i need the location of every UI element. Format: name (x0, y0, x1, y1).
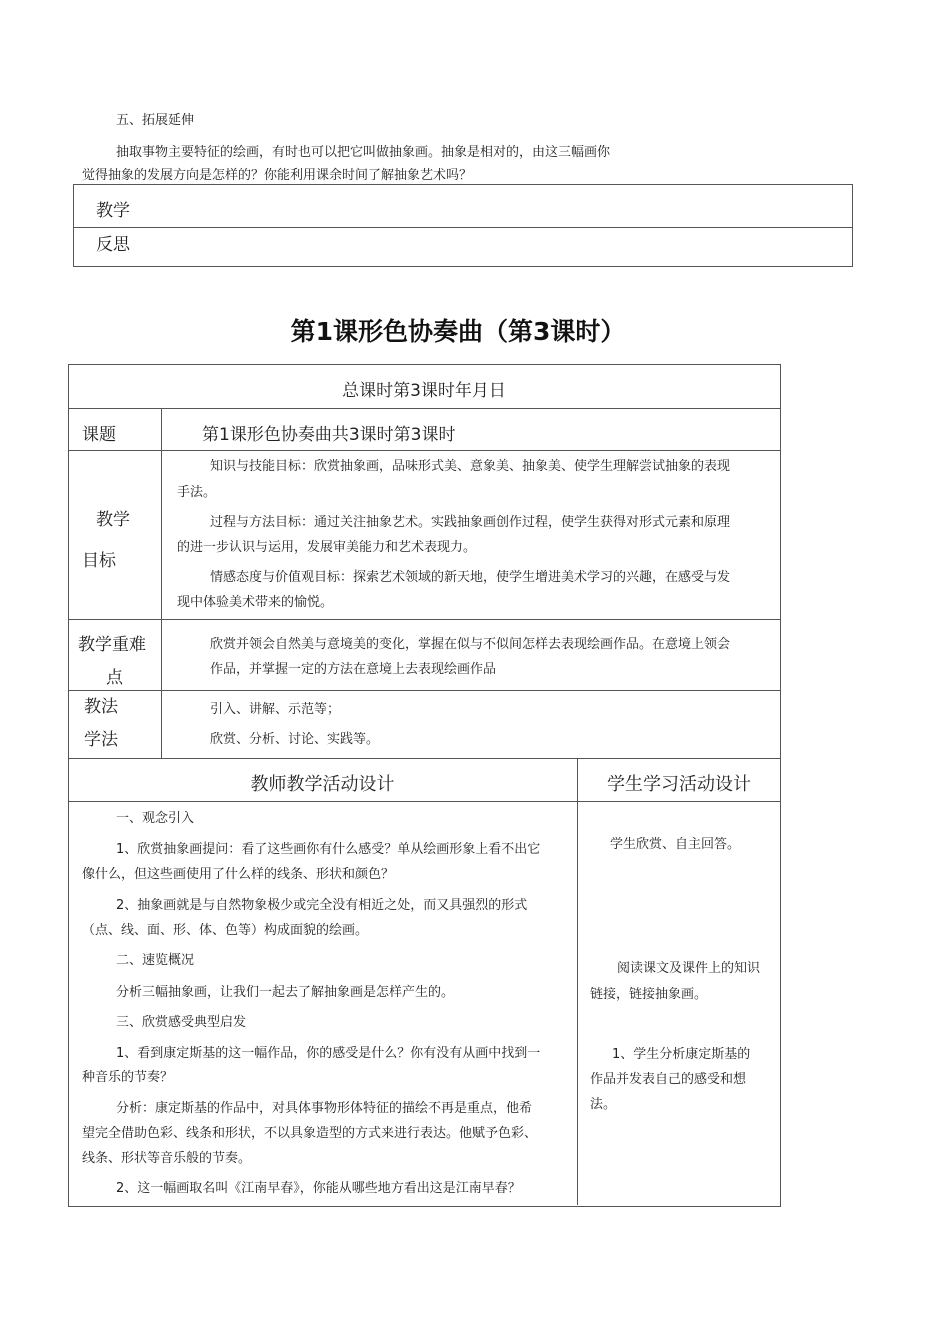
teacher-item: 分析三幅抽象画，让我们一起去了解抽象画是怎样产生的。 (116, 985, 455, 1000)
key-label-1: 教学重难 (78, 635, 146, 655)
method-label-1: 教法 (84, 697, 118, 717)
student-activity-header: 学生学习活动设计 (607, 774, 751, 795)
teacher-item: 望完全借助色彩、线条和形状，不以具象造型的方式来进行表达。他赋予色彩、 (82, 1126, 538, 1141)
reflection-divider (74, 227, 852, 228)
goal-knowledge-line2: 手法。 (177, 485, 217, 500)
goal-label-2: 目标 (82, 551, 116, 571)
student-item: 法。 (590, 1097, 617, 1112)
teacher-item: 二、速览概况 (116, 953, 195, 968)
extension-paragraph-line2: 觉得抽象的发展方向是怎样的？你能利用课余时间了解抽象艺术吗？ (82, 168, 473, 183)
key-label-2: 点 (106, 668, 123, 688)
teacher-item: 2、抽象画就是与自然物象极少或完全没有相近之处，而又具强烈的形式 (116, 898, 528, 913)
method-text-line2: 欣赏、分析、讨论、实践等。 (210, 732, 380, 747)
goal-emotion-line1: 情感态度与价值观目标：探索艺术领域的新天地，使学生增进美术学习的兴趣，在感受与发 (210, 570, 731, 585)
teacher-item: 线条、形状等音乐般的节奏。 (82, 1151, 252, 1166)
reflection-box (73, 184, 853, 267)
page-title: 第1课形色协奏曲（第3课时） (290, 317, 626, 346)
student-item: 阅读课文及课件上的知识 (617, 961, 761, 976)
reflection-label-1: 教学 (96, 201, 130, 221)
goal-process-line1: 过程与方法目标：通过关注抽象艺术。实践抽象画创作过程，使学生获得对形式元素和原理 (210, 515, 731, 530)
teacher-item: 像什么，但这些画使用了什么样的线条、形状和颜色？ (82, 867, 395, 882)
goal-emotion-line2: 现中体验美术带来的愉悦。 (177, 595, 334, 610)
method-label-2: 学法 (84, 730, 118, 750)
extension-paragraph-line1: 抽取事物主要特征的绘画，有时也可以把它叫做抽象画。抽象是相对的，由这三幅画你 (116, 145, 611, 160)
student-item: 链接，链接抽象画。 (590, 987, 708, 1002)
topic-label: 课题 (82, 425, 116, 445)
student-item: 1、学生分析康定斯基的 (612, 1047, 751, 1062)
teacher-item: 1、看到康定斯基的这一幅作品，你的感受是什么？你有没有从画中找到一 (116, 1046, 541, 1061)
goal-knowledge-line1: 知识与技能目标：欣赏抽象画，品味形式美、意象美、抽象美、使学生理解尝试抽象的表现 (210, 459, 731, 474)
teacher-item: 1、欣赏抽象画提问：看了这些画你有什么感受？单从绘画形象上看不出它 (116, 842, 541, 857)
reflection-label-2: 反思 (96, 235, 130, 255)
teacher-item: 三、欣赏感受典型启发 (116, 1015, 247, 1030)
student-item: 学生欣赏、自主回答。 (610, 837, 741, 852)
key-text-line2: 作品，并掌握一定的方法在意境上去表现绘画作品 (210, 662, 497, 677)
section-heading-extension: 五、拓展延伸 (116, 113, 195, 128)
teacher-activity-header: 教师教学活动设计 (250, 774, 395, 795)
teacher-item: （点、线、面、形、体、色等）构成面貌的绘画。 (82, 923, 369, 938)
method-text-line1: 引入、讲解、示范等； (210, 702, 341, 717)
table-header-hours: 总课时第3课时年月日 (342, 381, 506, 401)
goal-process-line2: 的进一步认识与运用，发展审美能力和艺术表现力。 (177, 540, 477, 555)
teacher-item: 分析：康定斯基的作品中，对具体事物形体特征的描绘不再是重点，他希 (116, 1101, 533, 1116)
student-item: 作品并发表自己的感受和想 (590, 1072, 747, 1087)
topic-value: 第1课形色协奏曲共3课时第3课时 (202, 425, 456, 445)
teacher-item: 2、这一幅画取名叫《江南早春》，你能从哪些地方看出这是江南早春？ (116, 1181, 521, 1196)
goal-label-1: 教学 (96, 510, 130, 530)
teacher-item: 种音乐的节奏？ (82, 1070, 174, 1085)
key-text-line1: 欣赏并领会自然美与意境美的变化，掌握在似与不似间怎样去表现绘画作品。在意境上领会 (210, 637, 731, 652)
teacher-item: 一、观念引入 (116, 811, 195, 826)
